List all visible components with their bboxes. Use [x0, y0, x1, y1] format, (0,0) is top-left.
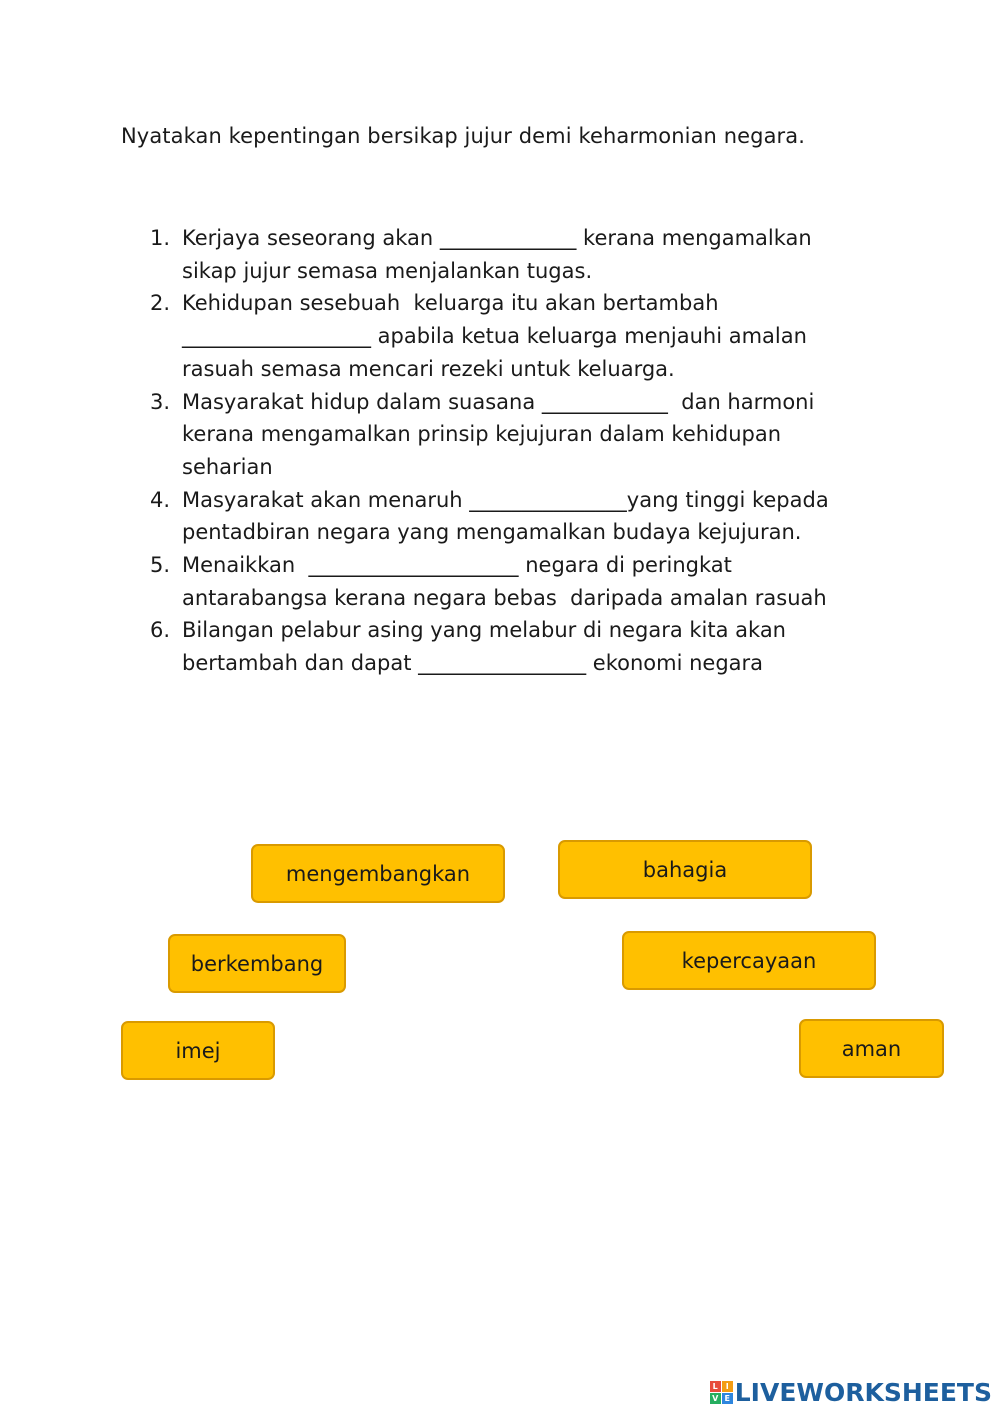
question-line: pentadbiran negara yang mengamalkan budaya kejujuran.: [182, 520, 802, 545]
logo-cell: L: [710, 1381, 721, 1392]
question-item: [150, 549, 910, 614]
answer-chip-berkembang[interactable]: berkembang: [168, 934, 346, 993]
question-item: [150, 222, 910, 287]
logo-cell: E: [722, 1393, 733, 1404]
question-number: 5.: [150, 553, 171, 578]
question-number: 1.: [150, 226, 171, 250]
question-number: 3.: [150, 389, 171, 414]
question-number: 6.: [150, 618, 171, 643]
question-list: [150, 222, 910, 680]
question-number: 2.: [150, 291, 171, 316]
question-line: Masyarakat hidup dalam suasana ____________ dan harmoni: [182, 389, 815, 414]
question-line: __________________ apabila ketua keluarga menjauhi amalan: [182, 324, 807, 349]
answer-chip-bahagia[interactable]: bahagia: [558, 840, 812, 899]
question-item: [150, 386, 910, 484]
question-line: sikap jujur semasa menjalankan tugas.: [182, 258, 593, 283]
question-line: seharian: [182, 454, 273, 479]
answer-chip-mengembangkan[interactable]: mengembangkan: [251, 844, 505, 903]
logo-text: LIVEWORKSHEETS: [734, 1378, 992, 1407]
question-line: kerana mengamalkan prinsip kejujuran dalam kehidupan: [182, 422, 782, 447]
liveworksheets-logo: [710, 1378, 992, 1407]
question-line: Menaikkan ____________________ negara di peringkat: [182, 553, 732, 578]
question-item: [150, 484, 910, 549]
question-line: antarabangsa kerana negara bebas daripada amalan rasuah: [182, 585, 827, 610]
question-line: Masyarakat akan menaruh _______________yang tinggi kepada: [182, 487, 829, 512]
question-number: 4.: [150, 487, 171, 512]
question-line: Kehidupan sesebuah keluarga itu akan bertambah: [182, 291, 719, 316]
question-line: bertambah dan dapat ________________ ekonomi negara: [182, 651, 764, 676]
question-item: [150, 287, 910, 385]
instruction-text: Nyatakan kepentingan bersikap jujur demi keharmonian negara.: [121, 124, 806, 148]
question-line: Kerjaya seseorang akan _____________ kerana mengamalkan: [182, 226, 812, 250]
answer-chip-kepercayaan[interactable]: kepercayaan: [622, 931, 876, 990]
answer-chip-aman[interactable]: aman: [799, 1019, 944, 1078]
logo-cell: V: [710, 1393, 721, 1404]
logo-grid-icon: [710, 1381, 733, 1404]
answer-chip-imej[interactable]: imej: [121, 1021, 275, 1080]
logo-cell: I: [722, 1381, 733, 1392]
question-item: [150, 614, 910, 679]
question-line: rasuah semasa mencari rezeki untuk keluarga.: [182, 356, 675, 381]
question-line: Bilangan pelabur asing yang melabur di negara kita akan: [182, 618, 786, 643]
